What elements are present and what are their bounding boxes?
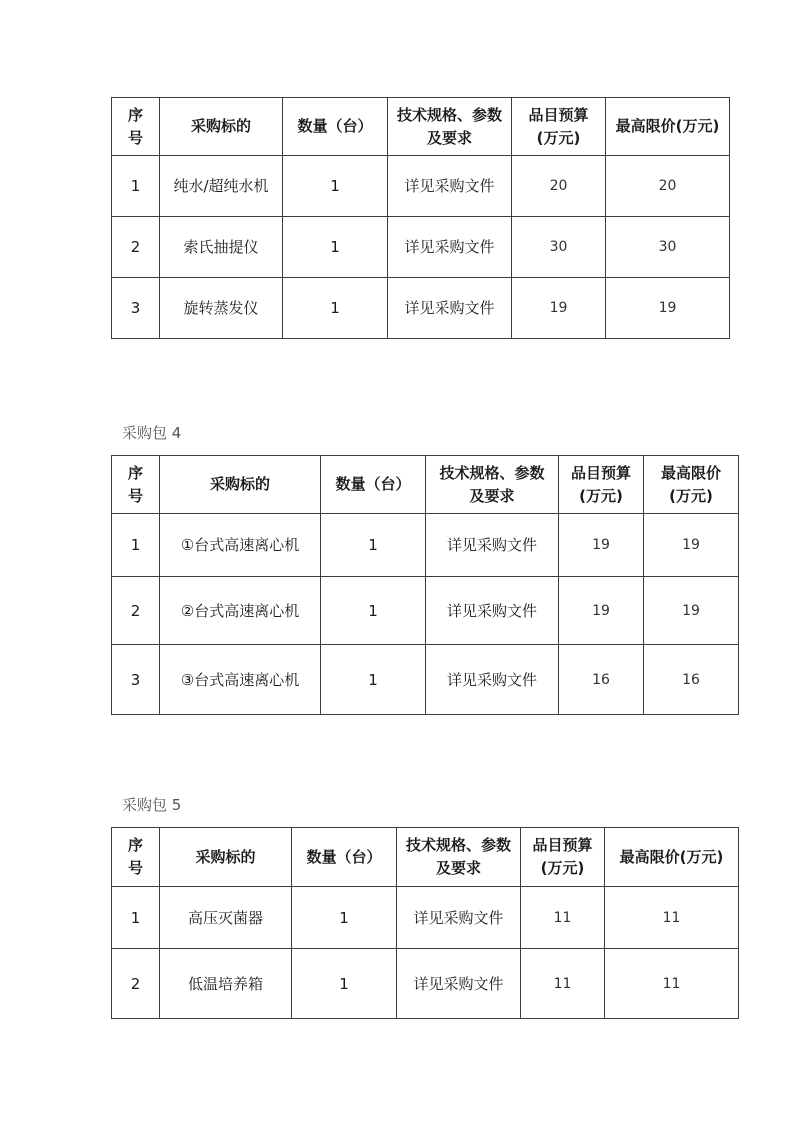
header-budget: 品目预算 (万元) (512, 98, 606, 156)
cell-seq: 2 (112, 577, 160, 645)
table-row (112, 156, 730, 217)
table-row (112, 514, 739, 577)
cell-spec: 详见采购文件 (397, 949, 521, 1019)
cell-qty: 1 (321, 514, 426, 577)
cell-spec: 详见采购文件 (426, 514, 559, 577)
cell-budget: 19 (559, 577, 644, 645)
cell-item: ②台式高速离心机 (160, 577, 321, 645)
cell-budget: 16 (559, 645, 644, 715)
header-budget: 品目预算 (万元) (521, 828, 605, 887)
cell-max-price: 11 (605, 949, 739, 1019)
cell-item: 高压灭菌器 (160, 887, 292, 949)
cell-budget: 11 (521, 887, 605, 949)
procurement-table-package-5 (111, 827, 739, 1019)
header-qty: 数量（台） (321, 456, 426, 514)
table-row (112, 645, 739, 715)
cell-qty: 1 (283, 278, 388, 339)
cell-max-price: 11 (605, 887, 739, 949)
table-row (112, 217, 730, 278)
header-budget: 品目预算 (万元) (559, 456, 644, 514)
cell-spec: 详见采购文件 (388, 156, 512, 217)
cell-item: 索氏抽提仪 (160, 217, 283, 278)
header-seq: 序 号 (112, 98, 160, 156)
cell-spec: 详见采购文件 (426, 577, 559, 645)
cell-item: 纯水/超纯水机 (160, 156, 283, 217)
package-5-caption: 采购包 5 (122, 796, 182, 814)
cell-qty: 1 (292, 949, 397, 1019)
cell-qty: 1 (321, 645, 426, 715)
cell-item: 低温培养箱 (160, 949, 292, 1019)
cell-budget: 20 (512, 156, 606, 217)
table-row (112, 278, 730, 339)
header-qty: 数量（台） (283, 98, 388, 156)
cell-seq: 3 (112, 645, 160, 715)
table-header-row (112, 456, 739, 514)
cell-spec: 详见采购文件 (388, 217, 512, 278)
header-seq: 序 号 (112, 828, 160, 887)
table-row (112, 577, 739, 645)
cell-max-price: 19 (606, 278, 730, 339)
header-max-price: 最高限价(万元) (605, 828, 739, 887)
cell-item: ①台式高速离心机 (160, 514, 321, 577)
cell-max-price: 16 (644, 645, 739, 715)
cell-seq: 1 (112, 887, 160, 949)
header-seq: 序 号 (112, 456, 160, 514)
table-header-row (112, 828, 739, 887)
cell-spec: 详见采购文件 (397, 887, 521, 949)
cell-item: ③台式高速离心机 (160, 645, 321, 715)
cell-seq: 2 (112, 949, 160, 1019)
header-max-price: 最高限价(万元) (606, 98, 730, 156)
cell-budget: 11 (521, 949, 605, 1019)
cell-qty: 1 (283, 217, 388, 278)
header-spec: 技术规格、参数 及要求 (426, 456, 559, 514)
cell-spec: 详见采购文件 (388, 278, 512, 339)
cell-qty: 1 (321, 577, 426, 645)
header-qty: 数量（台） (292, 828, 397, 887)
header-max-price: 最高限价 (万元) (644, 456, 739, 514)
cell-budget: 19 (512, 278, 606, 339)
cell-spec: 详见采购文件 (426, 645, 559, 715)
table-row (112, 949, 739, 1019)
package-4-caption: 采购包 4 (122, 424, 182, 442)
cell-item: 旋转蒸发仪 (160, 278, 283, 339)
cell-budget: 19 (559, 514, 644, 577)
cell-budget: 30 (512, 217, 606, 278)
procurement-table-package-4 (111, 455, 739, 715)
cell-seq: 2 (112, 217, 160, 278)
cell-seq: 1 (112, 156, 160, 217)
header-item: 采购标的 (160, 828, 292, 887)
header-spec: 技术规格、参数 及要求 (388, 98, 512, 156)
header-spec: 技术规格、参数 及要求 (397, 828, 521, 887)
cell-qty: 1 (292, 887, 397, 949)
cell-max-price: 30 (606, 217, 730, 278)
table-row (112, 887, 739, 949)
cell-max-price: 20 (606, 156, 730, 217)
cell-seq: 3 (112, 278, 160, 339)
procurement-table-1 (111, 97, 730, 339)
header-item: 采购标的 (160, 456, 321, 514)
cell-seq: 1 (112, 514, 160, 577)
cell-qty: 1 (283, 156, 388, 217)
cell-max-price: 19 (644, 514, 739, 577)
header-item: 采购标的 (160, 98, 283, 156)
table-header-row (112, 98, 730, 156)
cell-max-price: 19 (644, 577, 739, 645)
